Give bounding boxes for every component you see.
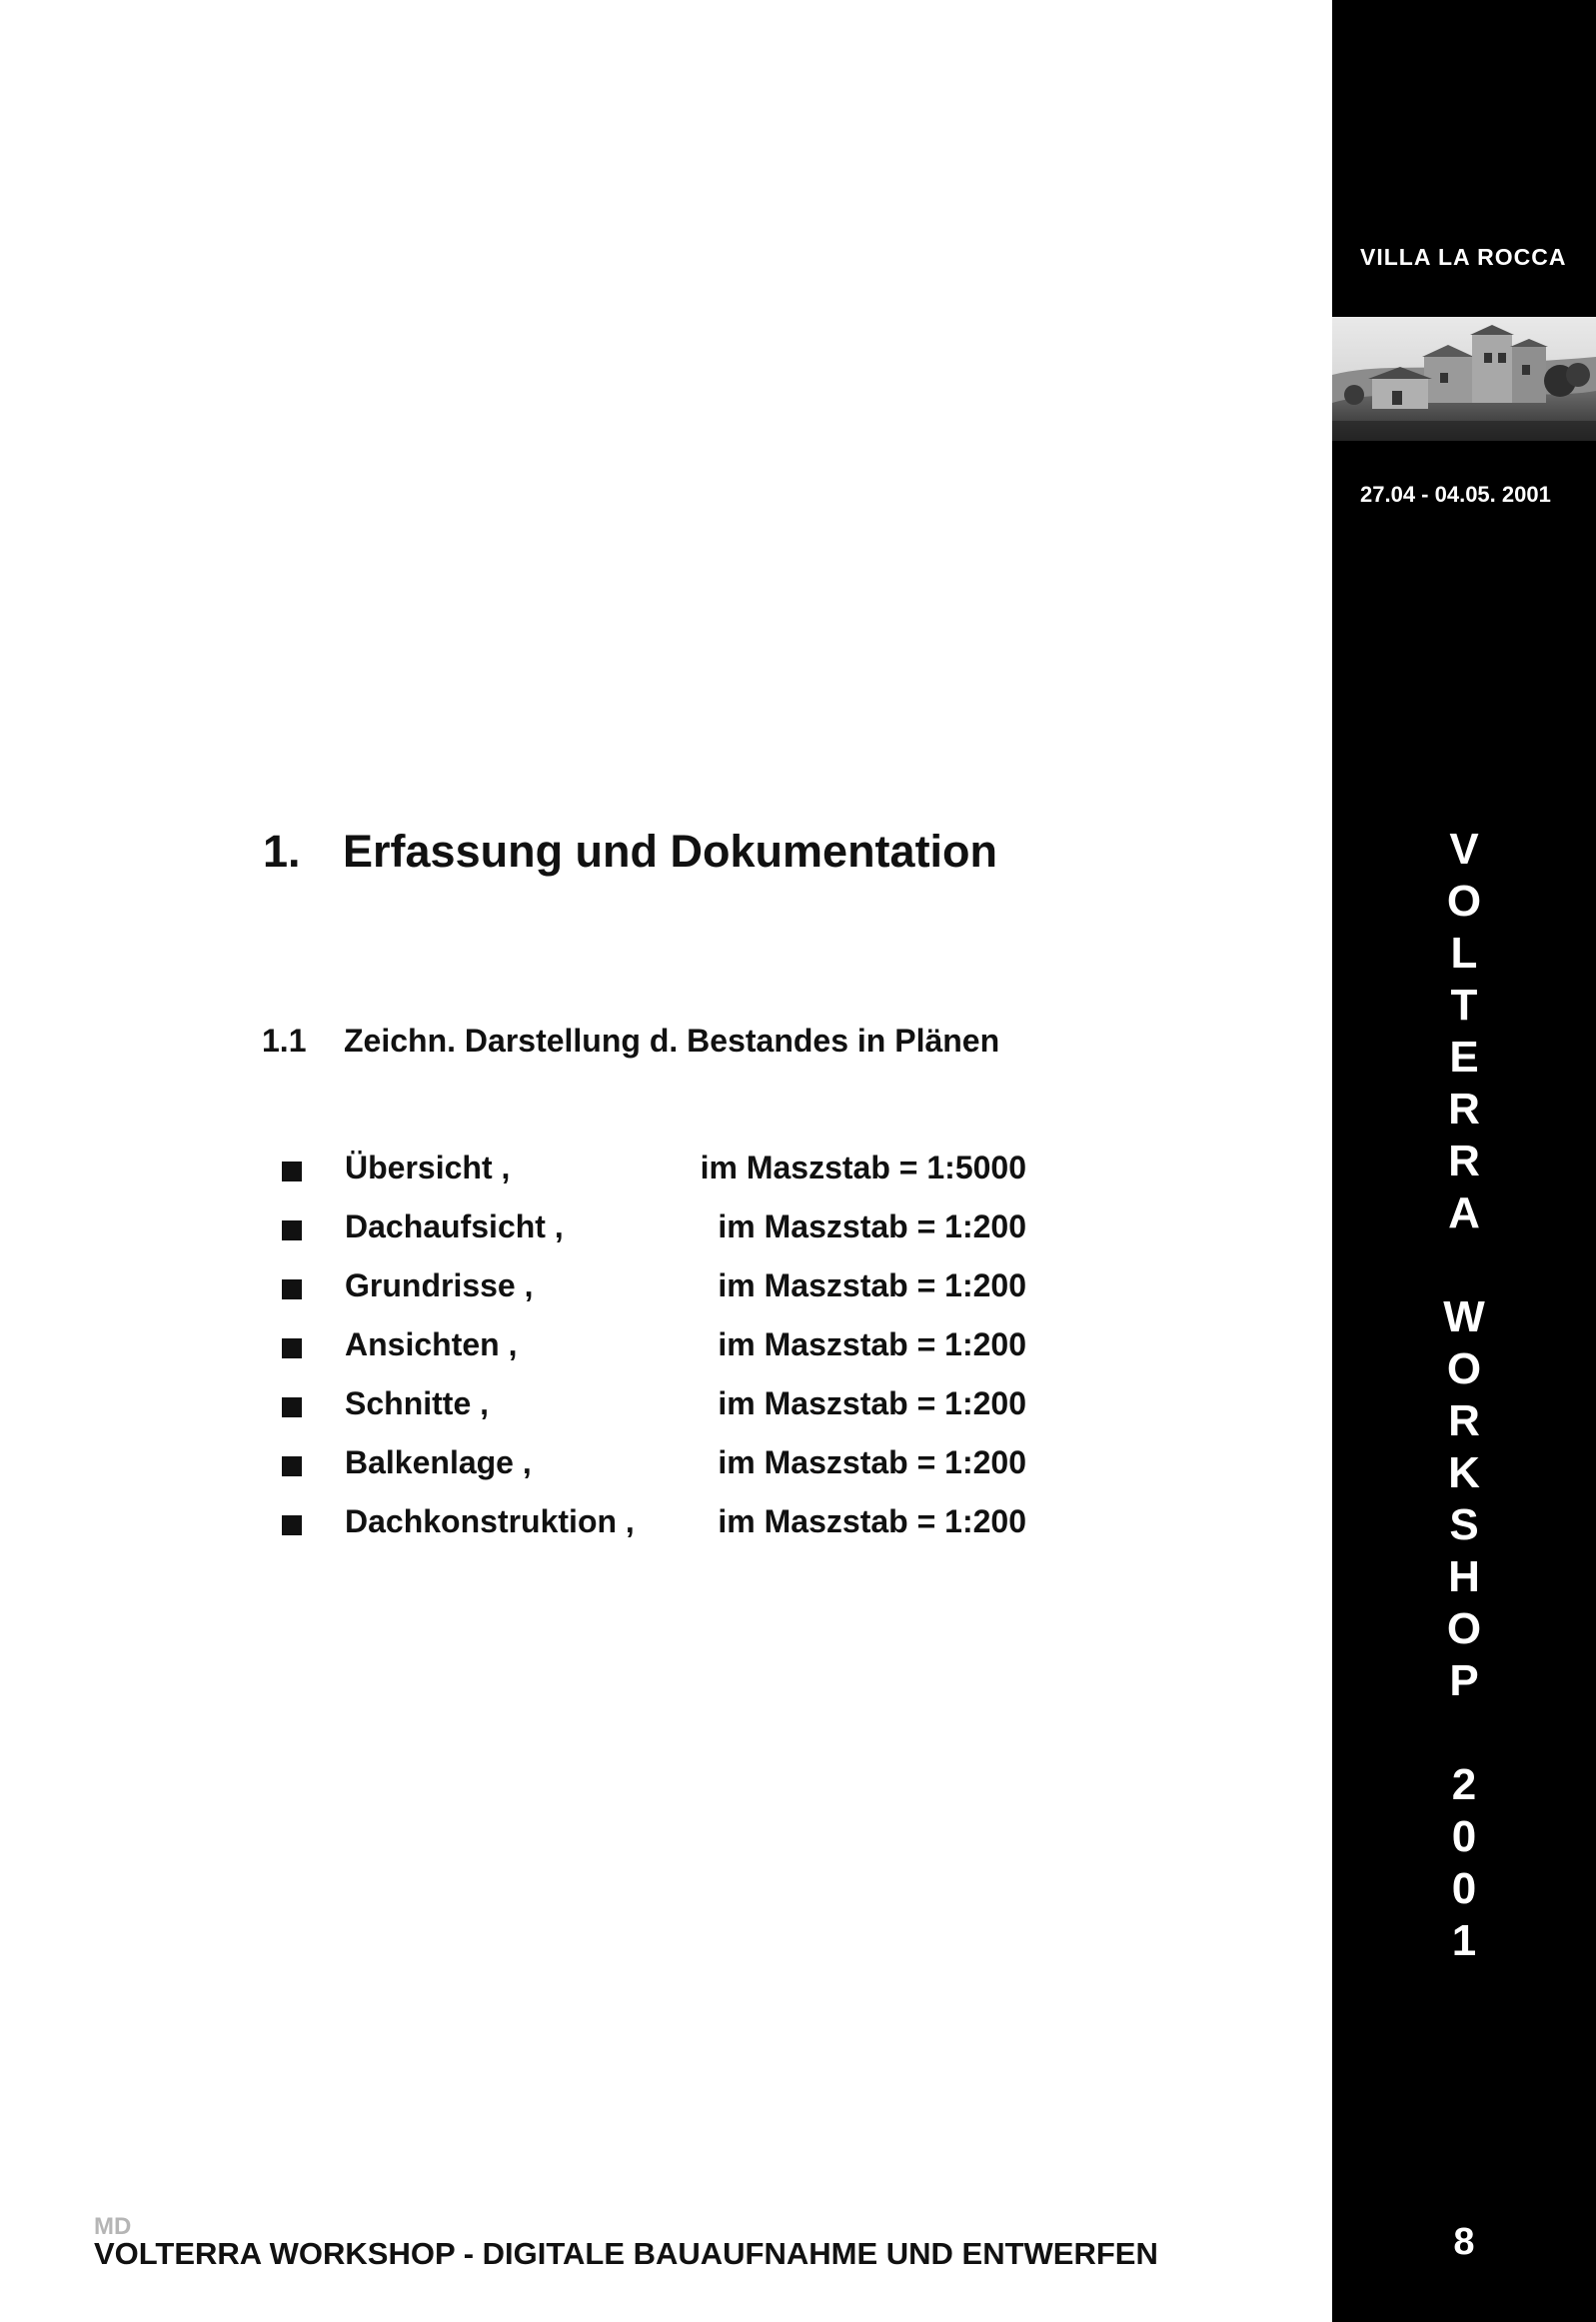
vertical-title <box>1332 824 1596 1967</box>
square-bullet-icon <box>282 1338 302 1358</box>
vertical-letter: 1 <box>1451 1916 1477 1965</box>
plan-list <box>282 1150 1041 1562</box>
vertical-letter: 0 <box>1451 1812 1477 1861</box>
vertical-letter: 0 <box>1451 1864 1477 1913</box>
vertical-letter: R <box>1448 1085 1480 1134</box>
item-label: Dachkonstruktion , <box>345 1503 635 1539</box>
vertical-letter: O <box>1446 1344 1482 1393</box>
section-title: Erfassung und Dokumentation <box>343 826 998 877</box>
vertical-letter: R <box>1448 1396 1480 1445</box>
vertical-letter: P <box>1449 1656 1479 1705</box>
square-bullet-icon <box>282 1397 302 1417</box>
item-scale: im Maszstab = 1:200 <box>718 1385 1026 1421</box>
sidebar-title: VILLA LA ROCCA <box>1360 244 1567 270</box>
section-number: 1. <box>263 826 301 877</box>
item-label: Schnitte , <box>345 1385 490 1421</box>
subsection-heading <box>262 1023 999 1060</box>
vertical-letter: E <box>1449 1033 1479 1082</box>
list-item <box>282 1326 1041 1385</box>
item-scale: im Maszstab = 1:200 <box>718 1444 1026 1480</box>
item-label: Dachaufsicht , <box>345 1208 564 1244</box>
subsection-number: 1.1 <box>262 1023 307 1059</box>
vertical-gap <box>1332 1239 1596 1291</box>
square-bullet-icon <box>282 1456 302 1476</box>
vertical-gap <box>1332 1707 1596 1759</box>
list-item <box>282 1503 1041 1562</box>
list-item <box>282 1444 1041 1503</box>
item-label: Ansichten , <box>345 1326 518 1362</box>
list-item <box>282 1385 1041 1444</box>
footer-initials: MD <box>94 2213 132 2240</box>
vertical-letter: V <box>1449 825 1479 874</box>
vertical-letter: T <box>1450 981 1478 1030</box>
square-bullet-icon <box>282 1515 302 1535</box>
list-item <box>282 1267 1041 1326</box>
sidebar-dates: 27.04 - 04.05. 2001 <box>1360 482 1551 507</box>
item-label: Balkenlage , <box>345 1444 532 1480</box>
square-bullet-icon <box>282 1161 302 1181</box>
item-scale: im Maszstab = 1:200 <box>718 1267 1026 1303</box>
footer-text: VOLTERRA WORKSHOP - DIGITALE BAUAUFNAHME UND ENTWERFEN <box>94 2236 1158 2271</box>
item-scale: im Maszstab = 1:200 <box>718 1208 1026 1244</box>
vertical-letter: 2 <box>1451 1760 1477 1809</box>
list-item <box>282 1208 1041 1267</box>
item-scale: im Maszstab = 1:200 <box>718 1503 1026 1539</box>
vertical-letter: H <box>1448 1552 1480 1601</box>
item-scale: im Maszstab = 1:5000 <box>700 1150 1026 1185</box>
vertical-letter: R <box>1448 1137 1480 1185</box>
sidebar <box>1332 0 1596 2322</box>
vertical-letter: A <box>1448 1188 1480 1237</box>
vertical-letter: L <box>1450 929 1478 978</box>
page-number: 8 <box>1453 2221 1475 2263</box>
vertical-letter: W <box>1443 1292 1485 1341</box>
vertical-letter: O <box>1446 1604 1482 1653</box>
subsection-title: Zeichn. Darstellung d. Bestandes in Plänen <box>344 1023 1000 1059</box>
vertical-letter: S <box>1449 1500 1479 1549</box>
vertical-letter: O <box>1446 877 1482 926</box>
list-item <box>282 1150 1041 1208</box>
item-label: Übersicht , <box>345 1150 511 1185</box>
villa-photo <box>1332 317 1596 441</box>
square-bullet-icon <box>282 1220 302 1240</box>
item-label: Grundrisse , <box>345 1267 534 1303</box>
vertical-letter: K <box>1448 1448 1480 1497</box>
item-scale: im Maszstab = 1:200 <box>718 1326 1026 1362</box>
section-heading <box>263 826 997 878</box>
square-bullet-icon <box>282 1279 302 1299</box>
